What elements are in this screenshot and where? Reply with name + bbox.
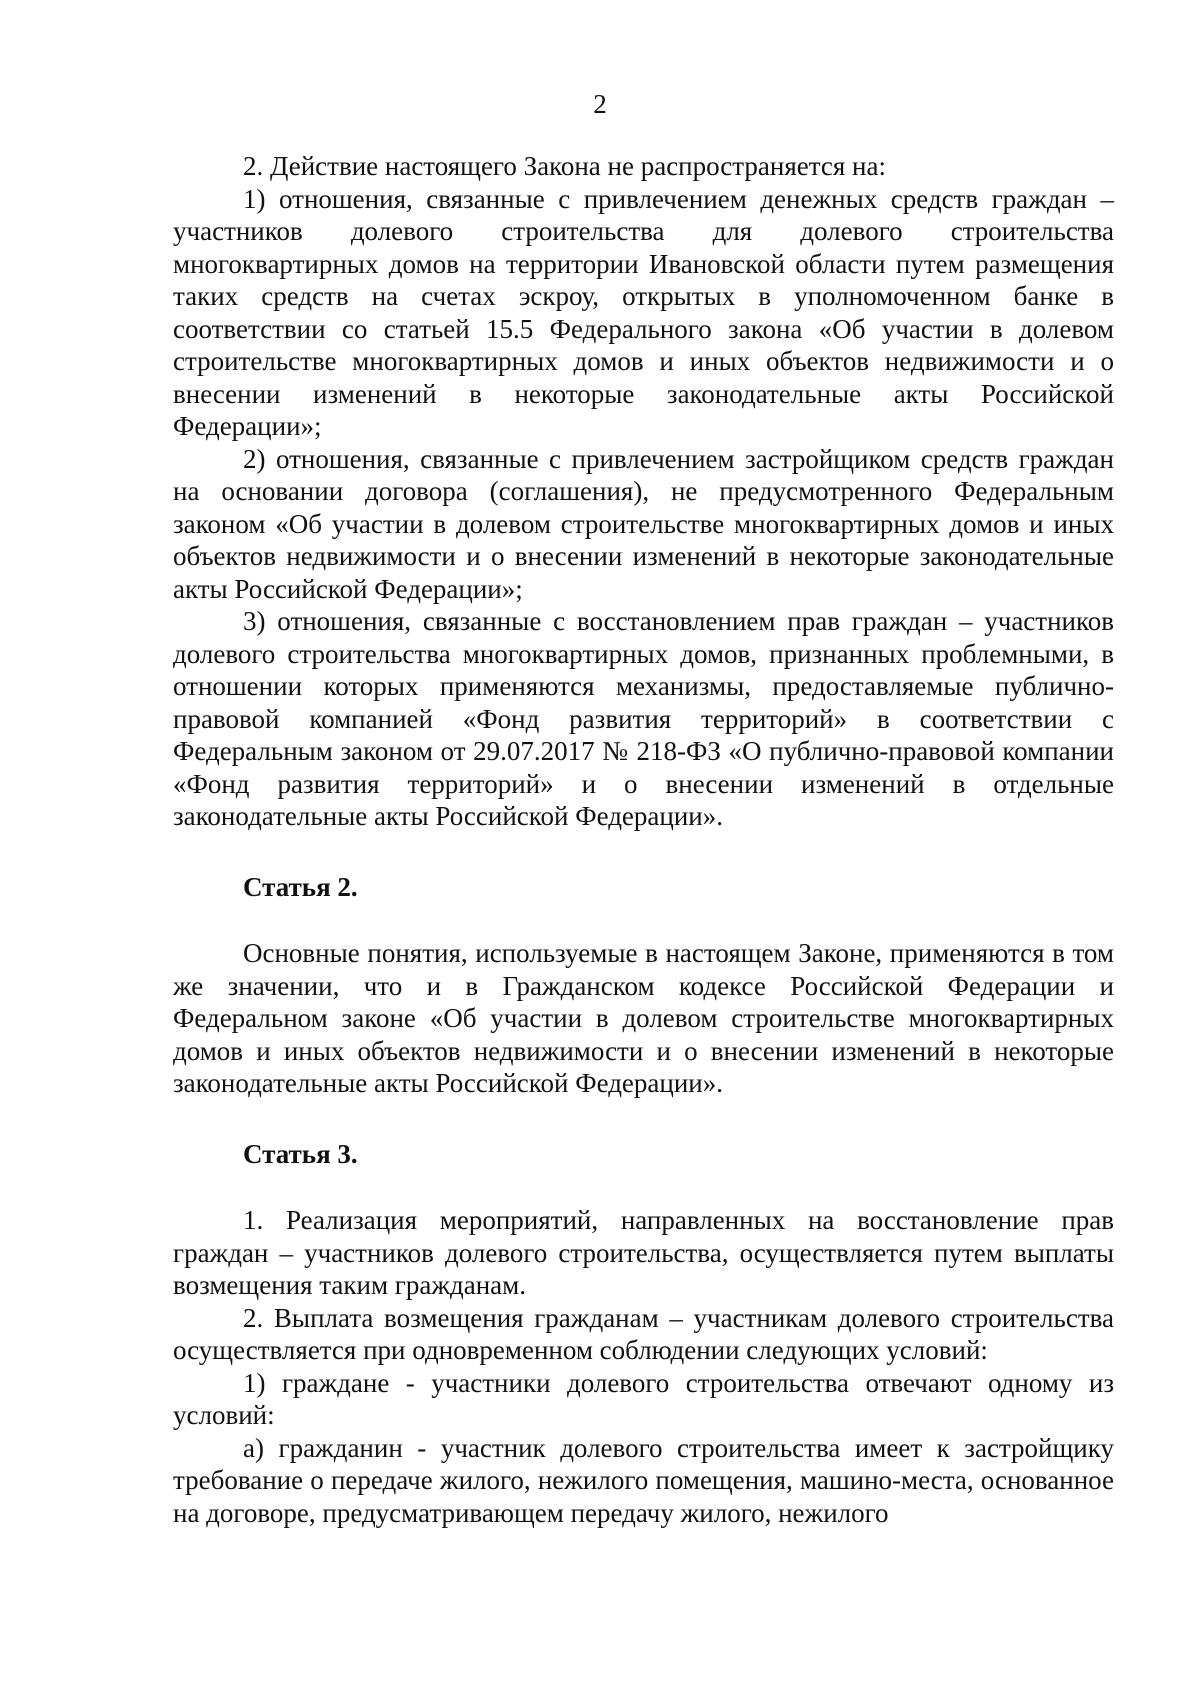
article-3-heading: Статья 3. <box>243 1138 358 1169</box>
paragraph-exclusion-2: 2) отношения, связанные с привлечением застройщиком средств граждан на основании договора (соглашения), не предусмотренного Федеральным законом «Об участии в долевом строительстве многоквартирных домов и иных объектов недвижимости и о внесении изменений в некоторые законодательные акты Российской Федерации»; <box>173 443 1114 604</box>
paragraph-article-2-definitions: Основные понятия, используемые в настоящем Законе, применяются в том же значении, что и в Гражданском кодексе Российской Федерации и Федеральном законе «Об участии в долевом строительстве многоквартирных домов и иных объектов недвижимости и о внесении изменений в некоторые законодательные акты Российской Федерации». <box>173 938 1114 1098</box>
paragraph-article-3-item-2: 2. Выплата возмещения гражданам – участникам долевого строительства осуществляется при одновременном соблюдении следующих условий: <box>173 1302 1114 1365</box>
paragraph-scope-exclusions-intro: 2. Действие настоящего Закона не распространяется на: <box>243 151 886 181</box>
paragraph-condition-1a: а) гражданин - участник долевого строительства имеет к застройщику требование о передаче жилого, нежилого помещения, машино-места, основанное на договоре, предусматривающем передачу жилого, нежилого <box>173 1432 1114 1528</box>
document-body <box>173 150 1114 1529</box>
page-number: 2 <box>593 89 607 119</box>
paragraph-article-3-item-1: 1. Реализация мероприятий, направленных на восстановление прав граждан – участников долевого строительства, осуществляется путем выплаты возмещения таким гражданам. <box>173 1205 1114 1300</box>
article-2-heading: Статья 2. <box>243 871 358 902</box>
paragraph-exclusion-1: 1) отношения, связанные с привлечением денежных средств граждан – участников долевого строительства для долевого строительства многоквартирных домов на территории Ивановской области путем размещения таких средств на счетах эскроу, открытых в уполномоченном банке в соответствии со статьей 15.5 Федерального закона «Об участии в долевом строительстве многоквартирных домов и иных объектов недвижимости и о внесении изменений в некоторые законодательные акты Российской Федерации»; <box>173 183 1114 441</box>
paragraph-condition-1: 1) граждане - участники долевого строительства отвечают одному из условий: <box>173 1367 1114 1430</box>
paragraph-exclusion-3: 3) отношения, связанные с восстановлением прав граждан – участников долевого строительства многоквартирных домов, признанных проблемными, в отношении которых применяются механизмы, предоставляемые публично-правовой компанией «Фонд развития территорий» в соответствии с Федеральным законом от 29.07.2017 № 218-ФЗ «О публично-правовой компании «Фонд развития территорий» и о внесении изменений в отдельные законодательные акты Российской Федерации». <box>173 606 1114 831</box>
